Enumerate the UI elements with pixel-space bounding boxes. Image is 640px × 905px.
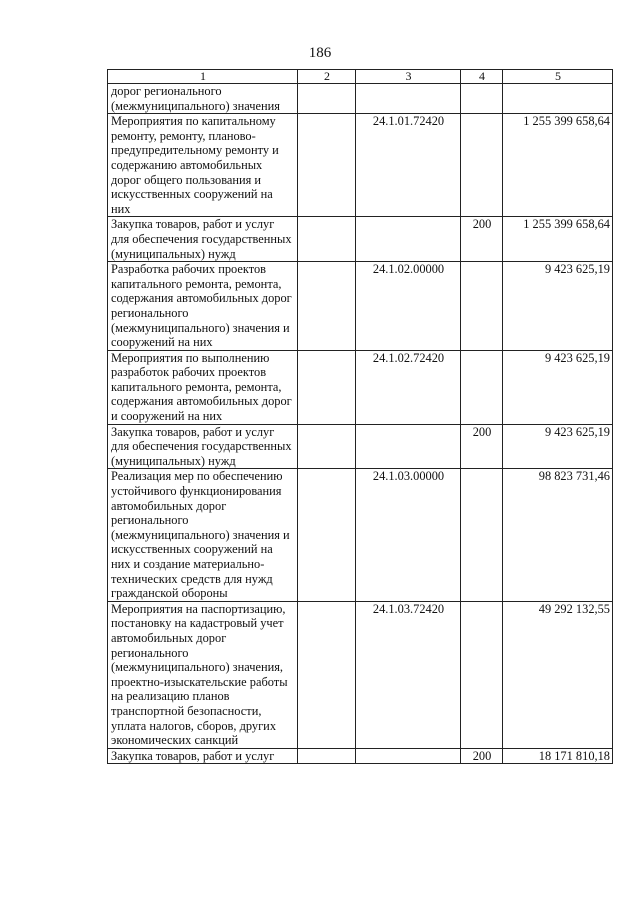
row-col2-cell [298,469,356,601]
row-sum-cell: 49 292 132,55 [503,601,613,748]
row-name-cell: Мероприятия по выполнению разработок рабочих проектов капитального ремонта, ремонта, содержания автомобильных дорог и сооружений на них [108,350,298,424]
row-name-cell: Закупка товаров, работ и услуг для обеспечения государственных (муниципальных) нужд [108,424,298,469]
row-code-cell [356,217,461,262]
page-number: 186 [308,45,332,61]
table-row [108,84,613,114]
row-code-cell: 24.1.01.72420 [356,114,461,217]
row-sum-cell: 1 255 399 658,64 [503,114,613,217]
row-col2-cell [298,217,356,262]
header-col-2: 2 [298,70,356,84]
row-name-cell: Мероприятия на паспортизацию, постановку на кадастровый учет автомобильных дорог регионального (межмуниципального) значения, проектно-изыскательские работы на реализацию планов транспортной безопасности, уплата налогов, сборов, других экономических санкций [108,601,298,748]
header-col-3: 3 [356,70,461,84]
row-col2-cell [298,748,356,764]
table-row [108,469,613,601]
row-col2-cell [298,262,356,351]
row-code-cell: 24.1.03.72420 [356,601,461,748]
row-sum-cell [503,84,613,114]
row-kind-cell [461,114,503,217]
row-col2-cell [298,84,356,114]
table-row [108,748,613,764]
row-sum-cell: 18 171 810,18 [503,748,613,764]
row-code-cell [356,424,461,469]
row-kind-cell [461,601,503,748]
row-name-cell: Закупка товаров, работ и услуг [108,748,298,764]
row-kind-cell: 200 [461,748,503,764]
table-header-row [108,70,613,84]
table-row [108,262,613,351]
table-row [108,350,613,424]
row-col2-cell [298,350,356,424]
header-col-1: 1 [108,70,298,84]
row-kind-cell: 200 [461,217,503,262]
row-col2-cell [298,424,356,469]
table-row [108,217,613,262]
row-name-cell: Разработка рабочих проектов капитального ремонта, ремонта, содержания автомобильных дорог регионального (межмуниципального) значения и сооружений на них [108,262,298,351]
row-code-cell [356,748,461,764]
header-col-4: 4 [461,70,503,84]
row-col2-cell [298,601,356,748]
row-name-cell: Мероприятия по капитальному ремонту, ремонту, планово-предупредительному ремонту и содержанию автомобильных дорог общего пользования и искусственных сооружений на них [108,114,298,217]
row-code-cell: 24.1.02.72420 [356,350,461,424]
row-kind-cell [461,262,503,351]
row-kind-cell [461,350,503,424]
row-kind-cell: 200 [461,424,503,469]
row-code-cell: 24.1.03.00000 [356,469,461,601]
row-sum-cell: 98 823 731,46 [503,469,613,601]
budget-table [107,69,613,764]
row-name-cell: Реализация мер по обеспечению устойчивого функционирования автомобильных дорог регионального (межмуниципального) значения и искусственных сооружений на них и создание материально-технических средств для нужд гражданской обороны [108,469,298,601]
row-kind-cell [461,469,503,601]
row-name-cell: дорог регионального (межмуниципального) значения [108,84,298,114]
row-col2-cell [298,114,356,217]
row-sum-cell: 9 423 625,19 [503,262,613,351]
row-sum-cell: 9 423 625,19 [503,350,613,424]
row-sum-cell: 9 423 625,19 [503,424,613,469]
table-body [108,84,613,764]
header-col-5: 5 [503,70,613,84]
table-row [108,424,613,469]
row-code-cell: 24.1.02.00000 [356,262,461,351]
table-row [108,601,613,748]
table-row [108,114,613,217]
row-name-cell: Закупка товаров, работ и услуг для обеспечения государственных (муниципальных) нужд [108,217,298,262]
row-sum-cell: 1 255 399 658,64 [503,217,613,262]
row-kind-cell [461,84,503,114]
row-code-cell [356,84,461,114]
